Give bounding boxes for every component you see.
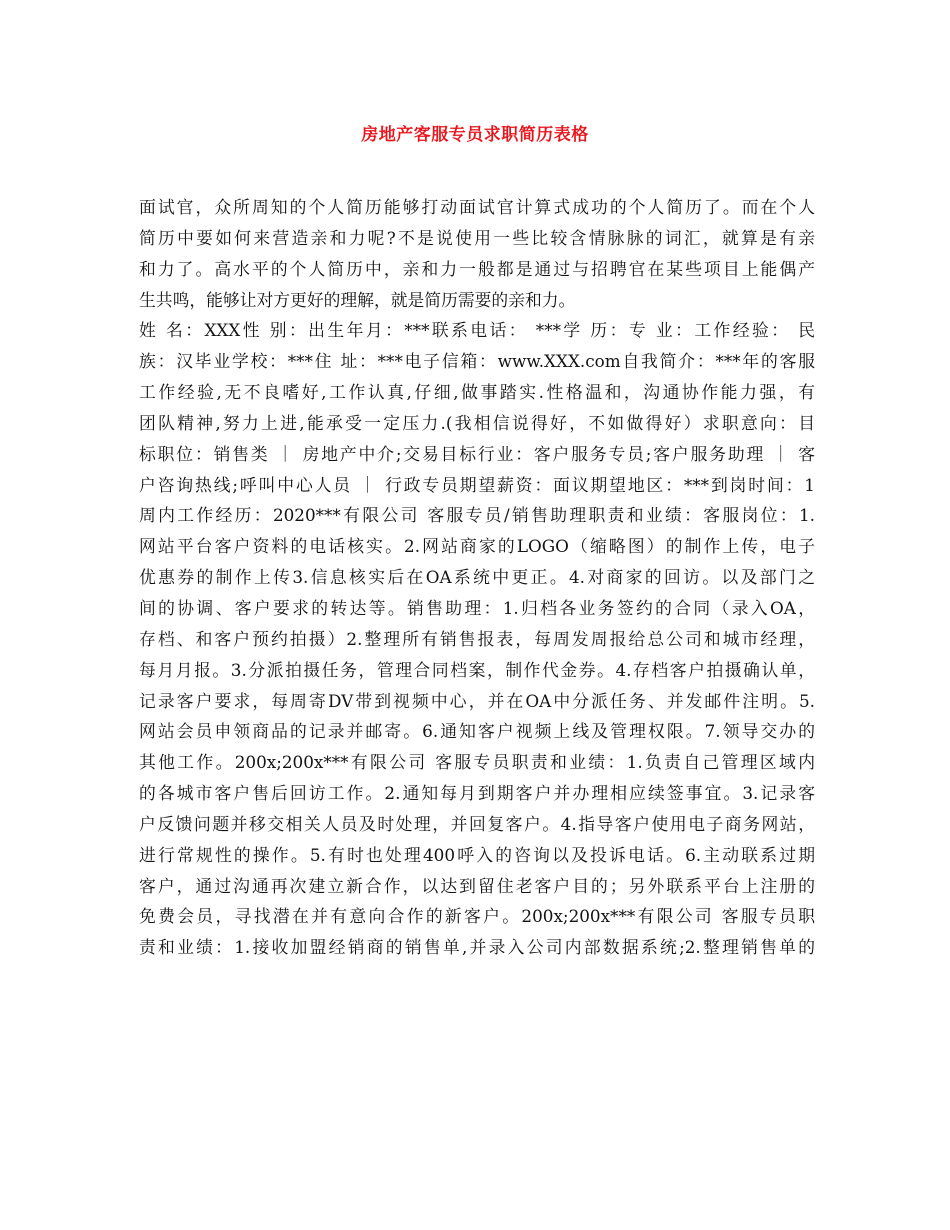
paragraph-1-line: 简历中要如何来营造亲和力呢?不是说使用一些比较含情脉脉的词汇，就算是有亲 [139,227,815,248]
paragraph-1-line: 生共鸣，能够让对方更好的理解，就是简历需要的亲和力。 [139,289,576,310]
paragraph-2-line: 其他工作。200x;200x***有限公司 客服专员职责和业绩：1.负责自己管理区域内 [139,752,815,773]
paragraph-2-line: 的各城市客户售后回访工作。2.通知每月到期客户并办理相应续签事宜。3.记录客 [139,783,815,804]
paragraph-2-line: 户反馈问题并移交相关人员及时处理，并回复客户。4.指导客户使用电子商务网站， [139,813,815,834]
paragraph-2-line: 工作经验,无不良嗜好,工作认真,仔细,做事踏实.性格温和，沟通协作能力强，有 [139,382,815,403]
paragraph-2-line: 进行常规性的操作。5.有时也处理400呼入的咨询以及投诉电话。6.主动联系过期 [139,844,815,865]
paragraph-2-line: 周内工作经历：2020***有限公司 客服专员/销售助理职责和业绩：客服岗位：1. [139,505,815,526]
document-title: 房地产客服专员求职简历表格 [361,125,589,145]
paragraph-2-line: 网站平台客户资料的电话核实。2.网站商家的LOGO（缩略图）的制作上传，电子 [139,536,815,557]
paragraph-2-line: 记录客户要求，每周寄DV带到视频中心，并在OA中分派任务、并发邮件注明。5. [139,690,815,711]
paragraph-2-line: 团队精神,努力上进,能承受一定压力.(我相信说得好，不如做得好）求职意向：目 [139,412,815,433]
paragraph-2-line: 存档、和客户预约拍摄）2.整理所有销售报表，每周发周报给总公司和城市经理， [139,628,815,649]
paragraph-2-line: 网站会员申领商品的记录并邮寄。6.通知客户视频上线及管理权限。7.领导交办的 [139,721,815,742]
paragraph-2-line: 客户，通过沟通再次建立新合作，以达到留住老客户目的；另外联系平台上注册的 [139,875,815,896]
paragraph-2-line: 每月月报。3.分派拍摄任务，管理合同档案，制作代金券。4.存档客户拍摄确认单， [139,659,815,680]
paragraph-1-line: 面试官，众所周知的个人简历能够打动面试官计算式成功的个人简历了。而在个人 [139,197,815,217]
paragraph-2-line: 户咨询热线;呼叫中心人员 ｜ 行政专员期望薪资：面议期望地区：***到岗时间：1 [139,474,815,495]
paragraph-2-line: 免费会员，寻找潜在并有意向合作的新客户。200x;200x***有限公司 客服专员职 [139,906,815,927]
paragraph-2-line: 标职位：销售类 ｜ 房地产中介;交易目标行业：客户服务专员;客户服务助理 ｜ 客 [139,443,815,464]
paragraph-2-line: 族：汉毕业学校：***住 址：***电子信箱：www.XXX.com自我简介：***年的客服 [139,351,815,372]
paragraph-2-line: 优惠券的制作上传3.信息核实后在OA系统中更正。4.对商家的回访。以及部门之 [139,567,815,588]
paragraph-2-line: 责和业绩：1.接收加盟经销商的销售单,并录入公司内部数据系统;2.整理销售单的 [139,937,815,958]
paragraph-2-line: 间的协调、客户要求的转达等。销售助理：1.归档各业务签约的合同（录入OA， [139,597,815,618]
paragraph-2-line: 姓 名：XXX性 别：出生年月：***联系电话： ***学 历：专 业：工作经验： 民 [139,320,815,341]
document-body [139,192,815,963]
paragraph-1-line: 和力了。高水平的个人简历中，亲和力一般都是通过与招聘官在某些项目上能偶产 [139,258,815,279]
